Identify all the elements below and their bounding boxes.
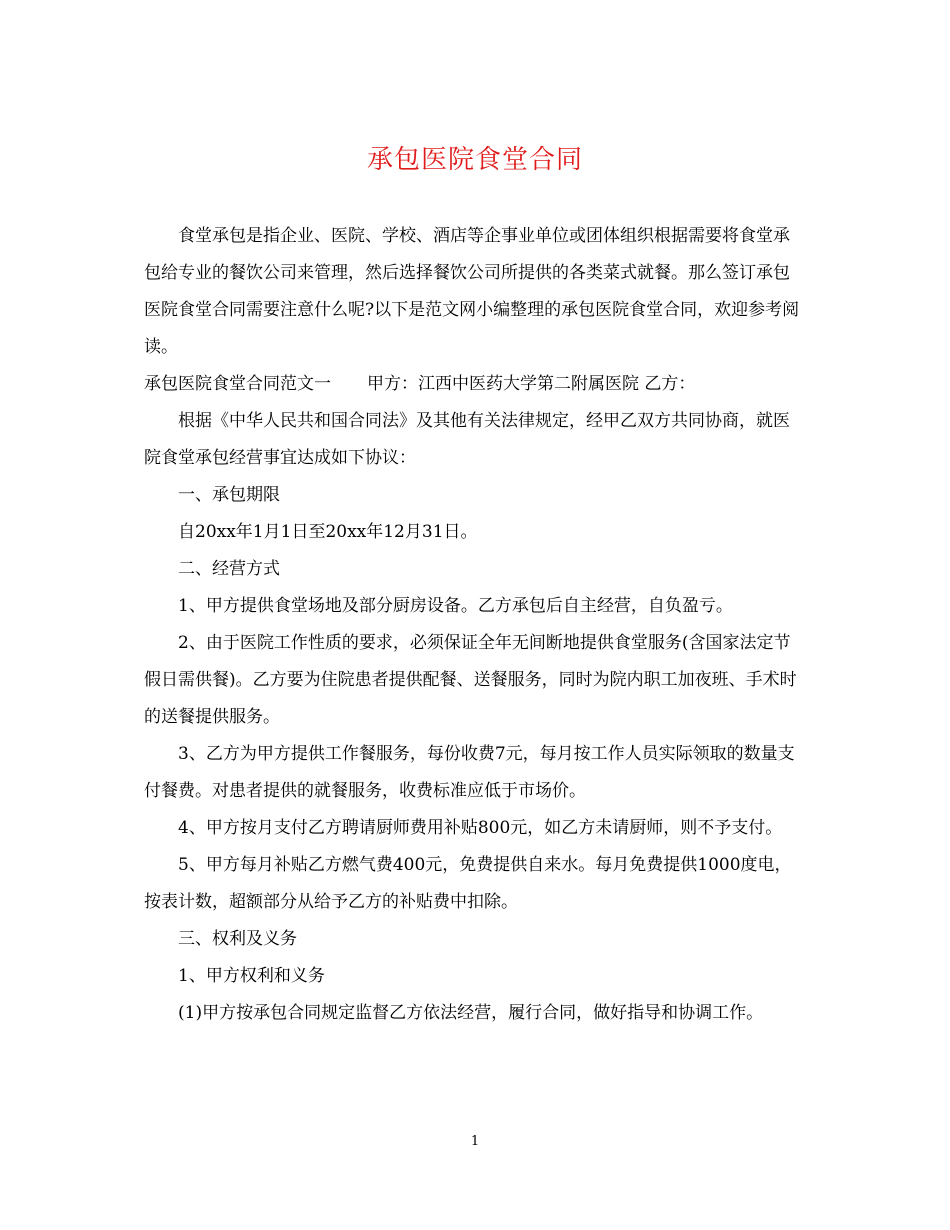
sub-heading-party-a: 1、甲方权利和义务: [178, 966, 325, 986]
document-body: [144, 218, 804, 1032]
party-line: 甲方：江西中医药大学第二附属医院 乙方：: [367, 374, 696, 394]
sample-heading-line: [144, 366, 804, 403]
intro-paragraph: 食堂承包是指企业、医院、学校、酒店等企事业单位或团体组织根据需要将食堂承包给专业的餐饮公司来管理，然后选择餐饮公司所提供的各类菜式就餐。那么签订承包医院食堂合同需要注意什么呢?以下是范文网小编整理的承包医院食堂合同，欢迎参考阅读。: [144, 226, 800, 357]
term-paragraph: 自20xx年1月1日至20xx年12月31日。: [178, 522, 478, 542]
section-heading-operation: 二、经营方式: [178, 559, 280, 579]
preamble-paragraph: 根据《中华人民共和国合同法》及其他有关法律规定，经甲乙双方共同协商，就医院食堂承包经营事宜达成如下协议：: [144, 411, 790, 468]
operation-item-2: 2、由于医院工作性质的要求，必须保证全年无间断地提供食堂服务(含国家法定节假日需供餐)。乙方要为住院患者提供配餐、送餐服务，同时为院内职工加夜班、手术时的送餐提供服务。: [144, 633, 797, 727]
page-number: 1: [470, 1134, 480, 1149]
operation-item-3: 3、乙方为甲方提供工作餐服务，每份收费7元，每月按工作人员实际领取的数量支付餐费。对患者提供的就餐服务，收费标准应低于市场价。: [144, 744, 795, 801]
operation-item-4: 4、甲方按月支付乙方聘请厨师费用补贴800元，如乙方未请厨师，则不予支付。: [178, 818, 783, 838]
section-heading-rights: 三、权利及义务: [178, 929, 297, 949]
sample-heading: 承包医院食堂合同范文一: [144, 374, 331, 394]
party-a-clause-1: (1)甲方按承包合同规定监督乙方依法经营，履行合同，做好指导和协调工作。: [178, 1003, 764, 1023]
section-heading-term: 一、承包期限: [178, 485, 280, 505]
document-title: 承包医院食堂合同: [366, 145, 583, 175]
operation-item-1: 1、甲方提供食堂场地及部分厨房设备。乙方承包后自主经营，自负盈亏。: [178, 596, 733, 616]
operation-item-5: 5、甲方每月补贴乙方燃气费400元，免费提供自来水。每月免费提供1000度电，按表计数，超额部分从给予乙方的补贴费中扣除。: [144, 855, 792, 912]
